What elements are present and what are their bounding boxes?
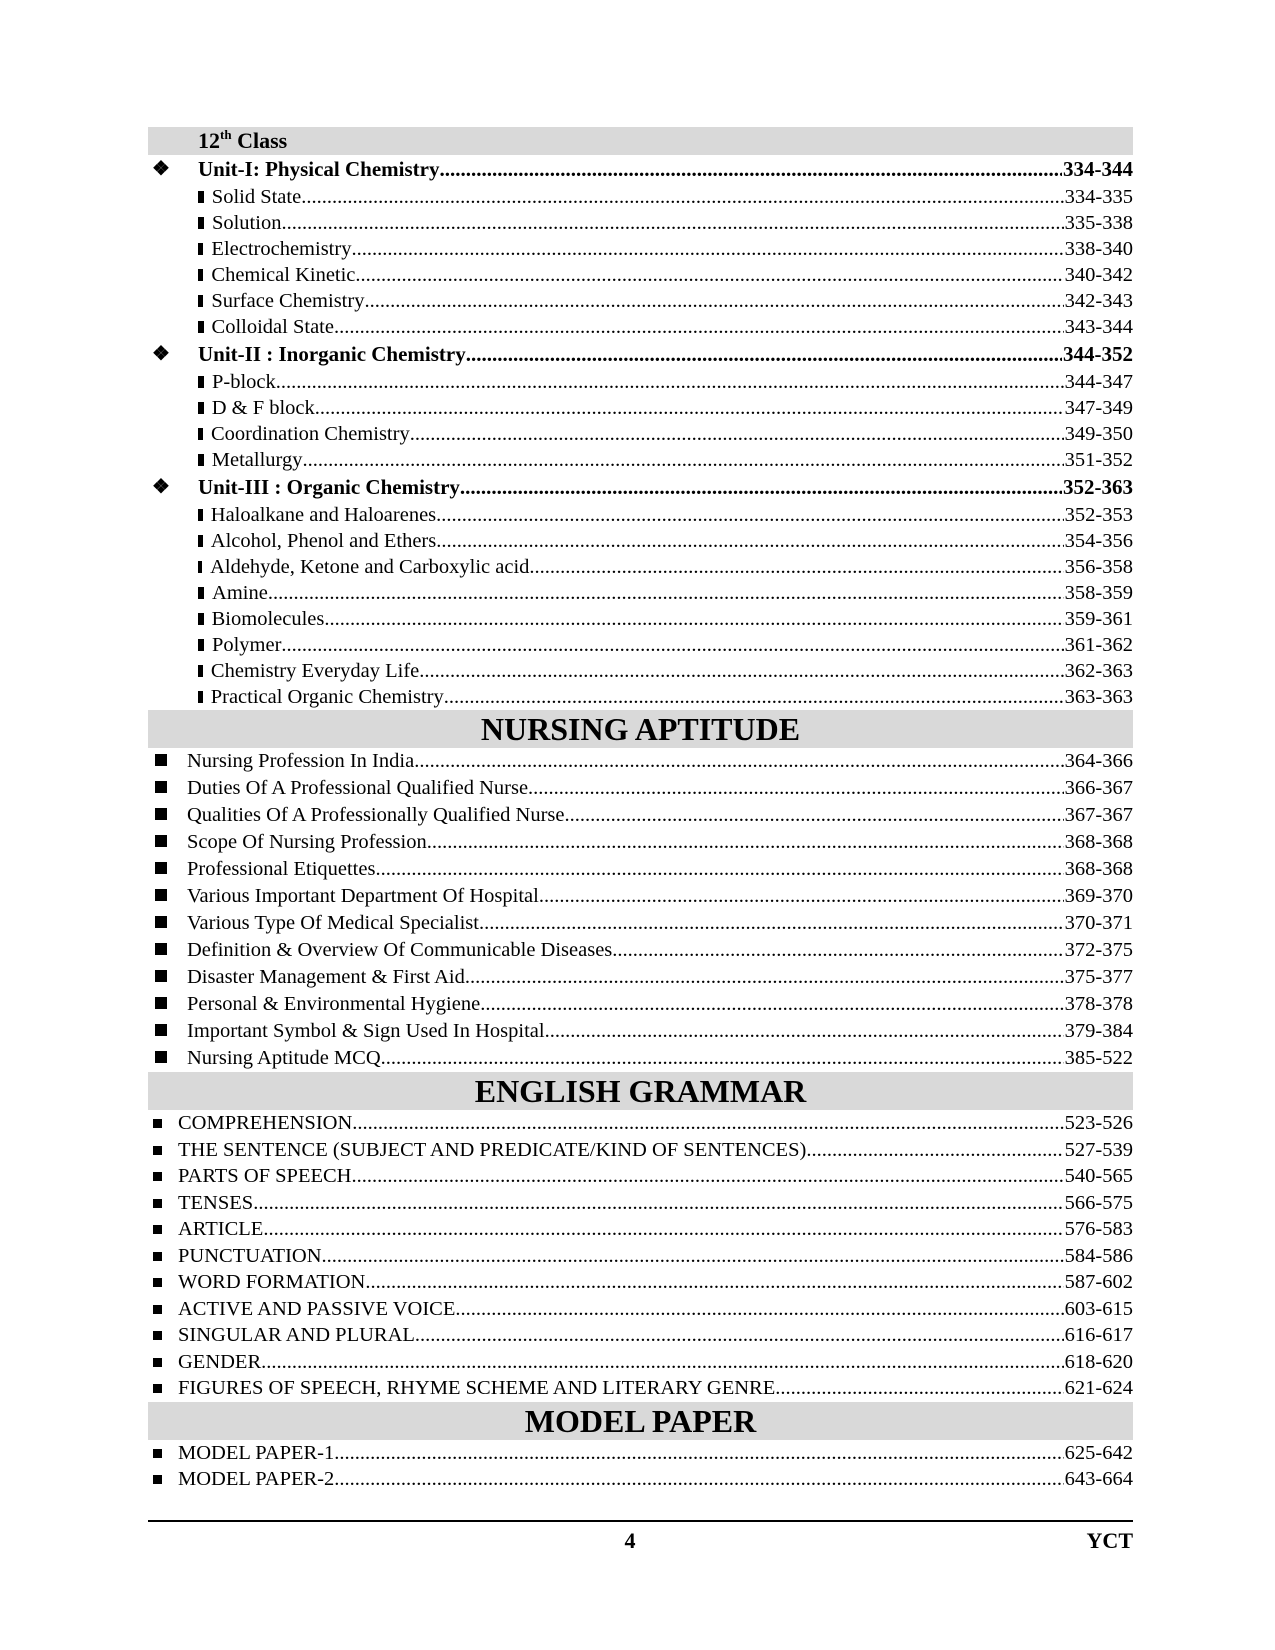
entry-pages: 344-352 [1063, 342, 1133, 366]
dot-leader [465, 964, 1064, 991]
toc-entry [148, 910, 1133, 937]
square-bullet-icon [153, 1163, 170, 1190]
dot-leader [364, 288, 1063, 314]
topic-entry [148, 502, 1133, 528]
dot-leader [281, 210, 1063, 236]
square-bullet-icon [198, 191, 204, 203]
square-bullet-icon [198, 295, 203, 307]
square-bullet-icon [198, 217, 204, 229]
toc-entry [148, 1440, 1133, 1467]
entry-pages: 347-349 [1064, 397, 1133, 419]
topic-entry [148, 528, 1133, 554]
section-heading-model-paper: MODEL PAPER [148, 1402, 1133, 1440]
entry-label: MODEL PAPER-2 [178, 1468, 335, 1490]
dot-leader [479, 910, 1064, 937]
entry-label: Solution [211, 212, 282, 234]
entry-pages: 334-344 [1063, 157, 1133, 181]
entry-label: Metallurgy [211, 449, 303, 471]
dot-leader [276, 369, 1064, 395]
square-bullet-icon [198, 561, 202, 573]
toc-entry [148, 1110, 1133, 1137]
square-bullet-icon [198, 691, 203, 703]
entry-label: Alcohol, Phenol and Ethers [210, 530, 437, 552]
square-bullet-icon [155, 910, 175, 937]
square-bullet-icon [153, 1190, 170, 1217]
entry-pages: 540-565 [1064, 1165, 1133, 1187]
dot-leader [444, 684, 1064, 710]
entry-pages: 349-350 [1064, 423, 1133, 445]
square-bullet-icon [153, 1243, 170, 1270]
entry-pages: 625-642 [1064, 1441, 1133, 1464]
entry-pages: 621-624 [1064, 1377, 1133, 1399]
entry-pages: 576-583 [1064, 1218, 1133, 1240]
entry-label: Nursing Aptitude MCQ [187, 1047, 381, 1069]
entry-pages: 368-368 [1064, 858, 1133, 880]
dot-leader [352, 1110, 1063, 1137]
square-bullet-icon [155, 856, 175, 883]
entry-pages: 566-575 [1064, 1191, 1133, 1214]
entry-pages: 361-362 [1064, 634, 1133, 656]
toc-entry [148, 1018, 1133, 1045]
entry-label: D & F block [211, 397, 315, 419]
entry-pages: 334-335 [1064, 186, 1133, 208]
toc-entry [148, 937, 1133, 964]
entry-label: Practical Organic Chemistry [210, 686, 444, 708]
entry-pages: 527-539 [1064, 1138, 1133, 1161]
dot-leader [381, 1045, 1064, 1072]
dot-leader [539, 883, 1064, 910]
entry-pages: 359-361 [1064, 608, 1133, 630]
entry-label: Various Important Department Of Hospital [187, 885, 539, 907]
class-heading-band [148, 127, 1133, 155]
entry-label: Disaster Management & First Aid [187, 966, 465, 988]
square-bullet-icon [198, 376, 204, 388]
topic-entry [148, 580, 1133, 606]
entry-label: Scope Of Nursing Profession [187, 831, 427, 853]
entry-label: WORD FORMATION [178, 1271, 366, 1293]
section-heading-english: ENGLISH GRAMMAR [148, 1072, 1133, 1110]
toc-entry [148, 1375, 1133, 1402]
entry-pages: 358-359 [1064, 582, 1133, 604]
dot-leader [612, 937, 1063, 964]
dot-leader [315, 395, 1064, 421]
chemistry-units [148, 155, 1133, 710]
square-bullet-icon [198, 402, 204, 414]
toc-entry [148, 1163, 1133, 1190]
toc-entry [148, 1190, 1133, 1217]
entry-label: Professional Etiquettes [187, 858, 376, 880]
toc-entry [148, 829, 1133, 856]
dot-leader [545, 1018, 1064, 1045]
entry-label: P-block [211, 371, 276, 393]
entry-label: Chemical Kinetic [211, 264, 356, 286]
dot-leader [806, 1137, 1063, 1164]
dot-leader [410, 421, 1064, 447]
dot-leader [281, 632, 1063, 658]
topic-entry [148, 314, 1133, 340]
square-bullet-icon [155, 1045, 175, 1072]
diamond-bullet-icon: ❖ [152, 476, 170, 498]
model-paper-list [148, 1440, 1133, 1493]
entry-pages: 364-366 [1064, 750, 1133, 772]
entry-label: PARTS OF SPEECH [178, 1165, 352, 1187]
english-list [148, 1110, 1133, 1402]
square-bullet-icon [153, 1110, 170, 1137]
dot-leader [268, 580, 1064, 606]
entry-pages: 351-352 [1064, 449, 1133, 471]
entry-label: COMPREHENSION [178, 1112, 353, 1134]
square-bullet-icon [155, 937, 175, 964]
dot-leader [415, 1322, 1064, 1349]
entry-pages: 343-344 [1064, 316, 1133, 338]
dot-leader [303, 447, 1064, 473]
entry-label: Biomolecules [211, 608, 325, 630]
entry-label: Aldehyde, Ketone and Carboxylic acid [210, 556, 530, 578]
entry-label: SINGULAR AND PLURAL [178, 1324, 415, 1346]
square-bullet-icon [155, 964, 175, 991]
entry-pages: 352-353 [1064, 504, 1133, 526]
entry-pages: 584-586 [1064, 1244, 1133, 1267]
entry-label: Coordination Chemistry [210, 423, 410, 445]
square-bullet-icon [153, 1296, 170, 1323]
entry-pages: 385-522 [1064, 1047, 1133, 1069]
topic-entry [148, 658, 1133, 684]
entry-pages: 354-356 [1064, 530, 1133, 552]
dot-leader [427, 829, 1064, 856]
dot-leader [334, 1466, 1063, 1493]
square-bullet-icon [198, 321, 204, 333]
square-bullet-icon [155, 991, 175, 1018]
dot-leader [466, 340, 1062, 369]
entry-label: Colloidal State [211, 316, 334, 338]
entry-label: Amine [212, 582, 268, 604]
square-bullet-icon [153, 1349, 170, 1376]
toc-entry [148, 1216, 1133, 1243]
toc-entry [148, 1137, 1133, 1164]
entry-pages: 523-526 [1064, 1112, 1133, 1134]
dot-leader [375, 856, 1063, 883]
toc-entry [148, 1243, 1133, 1270]
dot-leader [439, 155, 1062, 184]
entry-label: Surface Chemistry [211, 290, 365, 312]
entry-label: Definition & Overview Of Communicable Diseases [187, 939, 613, 961]
entry-pages: 618-620 [1064, 1350, 1133, 1373]
square-bullet-icon [153, 1466, 170, 1493]
dot-leader [301, 184, 1063, 210]
footer-brand: YCT [1086, 1528, 1133, 1553]
dot-leader [263, 1216, 1063, 1243]
entry-label: Haloalkane and Haloarenes [210, 504, 437, 526]
diamond-bullet-icon: ❖ [152, 158, 170, 180]
topic-entry [148, 632, 1133, 658]
dot-leader [365, 1269, 1063, 1296]
square-bullet-icon [155, 802, 175, 829]
topic-entry [148, 395, 1133, 421]
entry-label: TENSES [178, 1191, 254, 1214]
topic-entry [148, 684, 1133, 710]
entry-pages: 352-363 [1063, 475, 1133, 499]
topic-entry [148, 606, 1133, 632]
entry-label: Qualities Of A Professionally Qualified Nurse [187, 804, 565, 826]
dot-leader [253, 1190, 1063, 1217]
entry-label: Various Type Of Medical Specialist [187, 912, 479, 934]
dot-leader [414, 748, 1063, 775]
entry-pages: 367-367 [1064, 804, 1133, 826]
toc-entry [148, 1322, 1133, 1349]
topic-entry [148, 210, 1133, 236]
class-heading: 12th Class [198, 127, 288, 153]
dot-leader [460, 473, 1062, 502]
square-bullet-icon [198, 665, 203, 677]
entry-label: GENDER [178, 1350, 262, 1373]
square-bullet-icon [153, 1269, 170, 1296]
entry-label: ACTIVE AND PASSIVE VOICE [178, 1297, 456, 1320]
toc-entry [148, 1296, 1133, 1323]
dot-leader [775, 1375, 1063, 1402]
entry-label: Duties Of A Professional Qualified Nurse [187, 777, 529, 799]
entry-pages: 616-617 [1064, 1324, 1133, 1346]
section-heading-nursing: NURSING APTITUDE [148, 710, 1133, 748]
dot-leader [480, 991, 1063, 1018]
dot-leader [355, 262, 1063, 288]
entry-pages: 342-343 [1064, 290, 1133, 312]
square-bullet-icon [155, 1018, 175, 1045]
toc-entry [148, 856, 1133, 883]
dot-leader [351, 1163, 1063, 1190]
entry-label: Chemistry Everyday Life [210, 660, 420, 682]
toc-entry [148, 883, 1133, 910]
entry-label: THE SENTENCE (SUBJECT AND PREDICATE/KIND OF SENTENCES) [178, 1138, 807, 1161]
unit-entry [148, 340, 1133, 369]
entry-label: PUNCTUATION [178, 1244, 322, 1267]
dot-leader [334, 1440, 1063, 1467]
footer-rule [148, 1520, 1133, 1522]
entry-label: Unit-II : Inorganic Chemistry [198, 342, 466, 366]
square-bullet-icon [198, 613, 204, 625]
dot-leader [334, 314, 1064, 340]
topic-entry [148, 554, 1133, 580]
square-bullet-icon [153, 1440, 170, 1467]
entry-pages: 643-664 [1064, 1468, 1133, 1490]
entry-pages: 603-615 [1064, 1297, 1133, 1320]
entry-pages: 369-370 [1064, 885, 1133, 907]
dot-leader [324, 606, 1063, 632]
entry-pages: 356-358 [1064, 556, 1133, 578]
entry-pages: 370-371 [1064, 912, 1133, 934]
topic-entry [148, 236, 1133, 262]
toc-entry [148, 964, 1133, 991]
toc-entry [148, 802, 1133, 829]
topic-entry [148, 262, 1133, 288]
unit-entry [148, 473, 1133, 502]
topic-entry [148, 184, 1133, 210]
square-bullet-icon [198, 587, 204, 599]
entry-pages: 340-342 [1064, 264, 1133, 286]
square-bullet-icon [198, 509, 203, 521]
square-bullet-icon [198, 269, 203, 281]
entry-pages: 344-347 [1064, 371, 1133, 393]
entry-pages: 363-363 [1064, 686, 1133, 708]
unit-entry [148, 155, 1133, 184]
entry-pages: 338-340 [1064, 238, 1133, 260]
entry-pages: 587-602 [1064, 1271, 1133, 1293]
entry-label: Polymer [211, 634, 282, 656]
toc-entry [148, 1349, 1133, 1376]
dot-leader [261, 1349, 1064, 1376]
dot-leader [436, 528, 1063, 554]
entry-label: MODEL PAPER-1 [178, 1441, 335, 1464]
entry-pages: 368-368 [1064, 831, 1133, 853]
entry-label: Personal & Environmental Hygiene [187, 993, 481, 1015]
topic-entry [148, 447, 1133, 473]
entry-label: Unit-I: Physical Chemistry [198, 157, 440, 181]
entry-pages: 372-375 [1064, 939, 1133, 961]
entry-pages: 362-363 [1064, 660, 1133, 682]
entry-pages: 335-338 [1064, 212, 1133, 234]
square-bullet-icon [198, 454, 204, 466]
square-bullet-icon [198, 535, 203, 547]
dot-leader [529, 554, 1063, 580]
toc-entry [148, 748, 1133, 775]
dot-leader [419, 658, 1063, 684]
dot-leader [322, 1243, 1064, 1270]
square-bullet-icon [153, 1322, 170, 1349]
toc-entry [148, 1466, 1133, 1493]
toc-entry [148, 1269, 1133, 1296]
dot-leader [351, 236, 1063, 262]
square-bullet-icon [155, 775, 175, 802]
entry-label: Unit-III : Organic Chemistry [198, 475, 460, 499]
dot-leader [564, 802, 1063, 829]
entry-pages: 379-384 [1064, 1020, 1133, 1042]
dot-leader [436, 502, 1064, 528]
toc-entry [148, 991, 1133, 1018]
dot-leader [528, 775, 1064, 802]
entry-label: Nursing Profession In India [187, 750, 415, 772]
entry-label: Electrochemistry [211, 238, 352, 260]
toc-entry [148, 775, 1133, 802]
entry-label: ARTICLE [178, 1218, 264, 1240]
square-bullet-icon [153, 1375, 170, 1402]
square-bullet-icon [153, 1137, 170, 1164]
square-bullet-icon [155, 748, 175, 775]
square-bullet-icon [155, 829, 175, 856]
square-bullet-icon [155, 883, 175, 910]
square-bullet-icon [198, 639, 204, 651]
page-number: 4 [624, 1528, 636, 1553]
entry-pages: 375-377 [1064, 966, 1133, 988]
diamond-bullet-icon: ❖ [152, 343, 170, 365]
entry-pages: 378-378 [1064, 993, 1133, 1015]
topic-entry [148, 421, 1133, 447]
nursing-list [148, 748, 1133, 1072]
toc-entry [148, 1045, 1133, 1072]
topic-entry [148, 288, 1133, 314]
square-bullet-icon [198, 243, 203, 255]
entry-label: FIGURES OF SPEECH, RHYME SCHEME AND LITERARY GENRE [178, 1377, 776, 1399]
square-bullet-icon [198, 428, 203, 440]
table-of-contents [148, 127, 1133, 1493]
topic-entry [148, 369, 1133, 395]
dot-leader [455, 1296, 1063, 1323]
square-bullet-icon [153, 1216, 170, 1243]
entry-pages: 366-367 [1064, 777, 1133, 799]
entry-label: Solid State [211, 186, 302, 208]
entry-label: Important Symbol & Sign Used In Hospital [187, 1020, 545, 1042]
